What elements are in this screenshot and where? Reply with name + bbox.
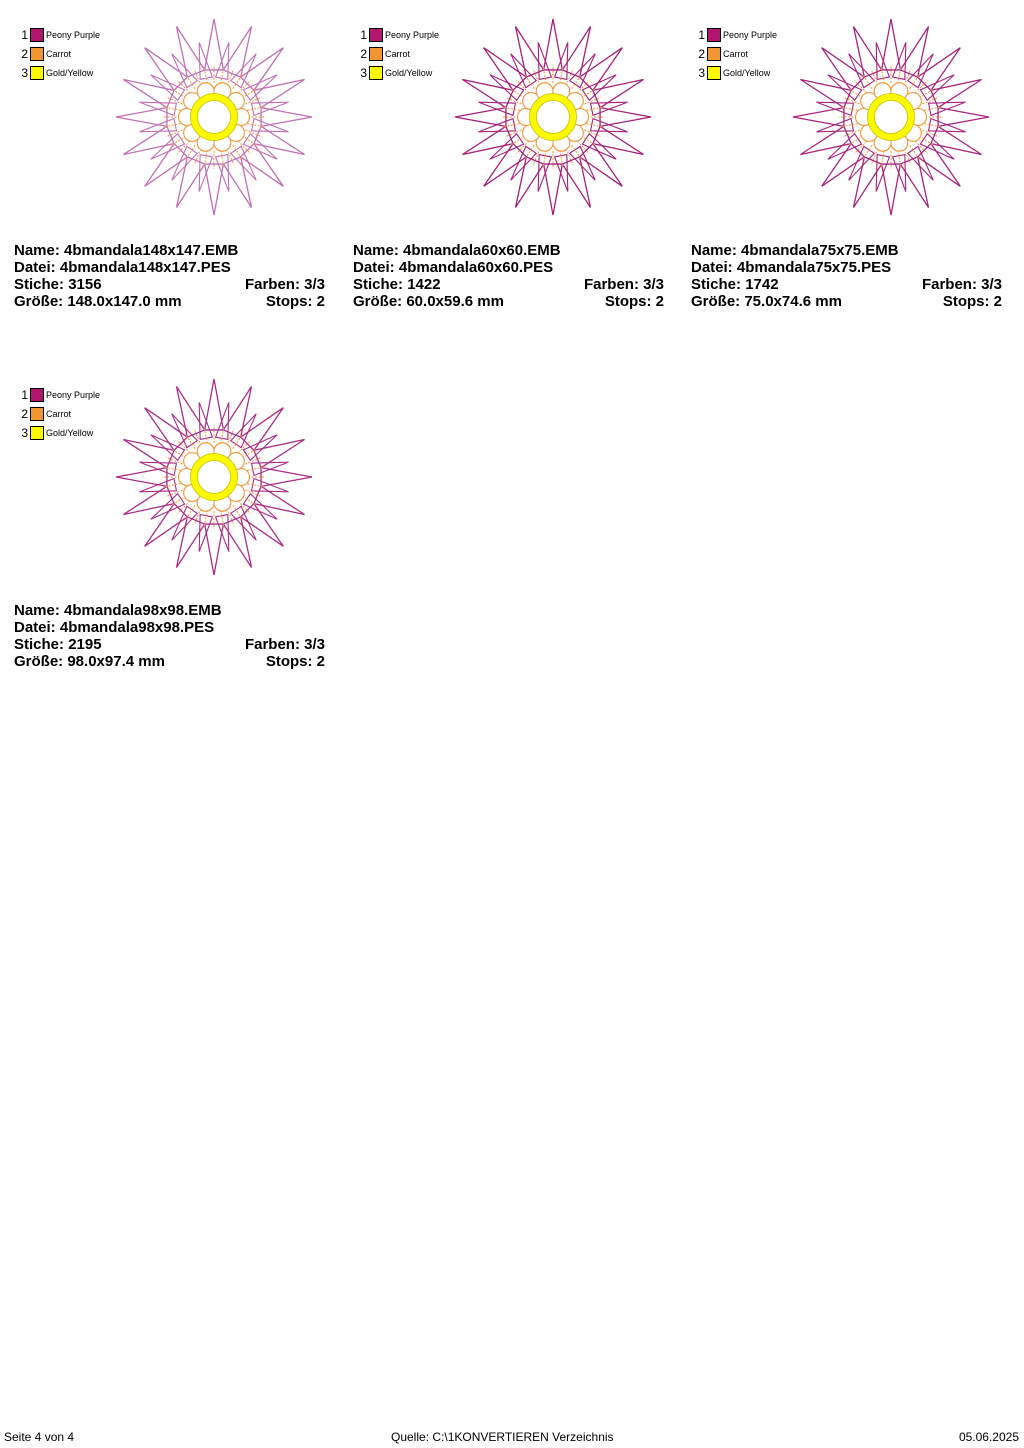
inner-petal (876, 42, 889, 79)
size-label: Größe: (691, 293, 741, 310)
inner-petal (908, 54, 933, 88)
inner-petal (570, 146, 595, 180)
inner-petal (243, 75, 277, 100)
orange-ray (204, 426, 208, 444)
thread-number: 1 (21, 388, 28, 402)
thread-name: Gold/Yellow (46, 428, 94, 438)
stitch-count: 2195 (68, 636, 102, 653)
orange-ray (543, 66, 547, 84)
outer-petal (261, 468, 312, 487)
file-label: Datei: (14, 259, 56, 276)
orange-ray (247, 124, 265, 128)
colors-label: Farben: (244, 636, 300, 653)
thread-name: Peony Purple (46, 390, 101, 400)
stops-label: Stops: (265, 293, 313, 310)
inner-petal (490, 134, 524, 159)
name-label: Name: (14, 242, 60, 259)
inner-petal (582, 134, 616, 159)
thread-name: Carrot (385, 49, 411, 59)
orange-ray (204, 510, 208, 528)
orange-ray (898, 66, 902, 84)
orange-ray (898, 150, 902, 168)
outer-petal (455, 108, 506, 127)
inner-petal (538, 155, 551, 192)
stitch-count: 1742 (745, 276, 779, 293)
inner-petal (172, 506, 197, 540)
stop-count: 2 (316, 653, 325, 670)
design-info (691, 242, 1002, 310)
inner-petal (231, 506, 256, 540)
inner-petal (920, 75, 954, 100)
stops-label: Stops: (942, 293, 990, 310)
design-size: 75.0x74.6 mm (744, 293, 842, 310)
outer-petal (205, 524, 224, 575)
outer-petal (793, 108, 844, 127)
thread-number: 1 (21, 28, 28, 42)
thread-name: Peony Purple (46, 30, 101, 40)
orange-ray (163, 107, 181, 111)
outer-petal (822, 144, 865, 187)
mandala-design-preview (114, 377, 314, 577)
inner-petal (908, 146, 933, 180)
inner-petal (231, 54, 256, 88)
thread-number: 3 (698, 66, 705, 80)
name-label: Name: (353, 242, 399, 259)
thread-number: 2 (21, 407, 28, 421)
outer-petal (544, 164, 563, 215)
outer-petal (241, 504, 284, 547)
thread-name: Carrot (46, 49, 72, 59)
inner-petal (828, 75, 862, 100)
inner-petal (849, 54, 874, 88)
outer-petal (241, 144, 284, 187)
outer-petal (822, 48, 865, 91)
stop-count: 2 (655, 293, 664, 310)
thread-color-swatch (369, 28, 383, 42)
inner-petal (199, 402, 212, 439)
thread-color-swatch (30, 47, 44, 61)
orange-ray (881, 150, 885, 168)
outer-petal (882, 19, 901, 70)
inner-petal (151, 435, 185, 460)
outer-petal (918, 48, 961, 91)
inner-petal (252, 119, 289, 132)
outer-petal (882, 164, 901, 215)
file-label: Datei: (14, 619, 56, 636)
thread-name: Carrot (46, 409, 72, 419)
orange-ray (247, 484, 265, 488)
orange-ray (560, 66, 564, 84)
footer-date: 05.06.2025 (958, 1430, 1019, 1444)
outer-petal (205, 19, 224, 70)
design-info (353, 242, 664, 310)
stops-label: Stops: (265, 653, 313, 670)
orange-ray (881, 66, 885, 84)
orange-ray (163, 484, 181, 488)
inner-petal (570, 54, 595, 88)
orange-ray (204, 66, 208, 84)
thread-color-swatch (30, 28, 44, 42)
outer-petal (205, 379, 224, 430)
outer-petal (241, 48, 284, 91)
inner-petal (151, 494, 185, 519)
design-card-1 (14, 0, 334, 335)
thread-color-swatch (30, 66, 44, 80)
footer-source-path: Quelle: C:\1KONVERTIEREN Verzeichnis (391, 1430, 614, 1444)
orange-ray (204, 150, 208, 168)
thread-color-swatch (30, 388, 44, 402)
thread-number: 3 (360, 66, 367, 80)
design-card-3 (691, 0, 1011, 335)
inner-petal (199, 515, 212, 552)
inner-petal (243, 134, 277, 159)
inner-petal (172, 54, 197, 88)
inner-petal (216, 42, 229, 79)
outer-petal (918, 144, 961, 187)
inner-petal (893, 42, 906, 79)
outer-petal (484, 48, 527, 91)
outer-petal (145, 144, 188, 187)
orange-ray (221, 510, 225, 528)
inner-petal (172, 414, 197, 448)
inner-petal (151, 134, 185, 159)
design-name: 4bmandala75x75.EMB (741, 242, 899, 259)
yellow-center-ring (194, 97, 234, 137)
outer-petal (205, 164, 224, 215)
outer-petal (544, 19, 563, 70)
thread-name: Gold/Yellow (723, 68, 771, 78)
colors-label: Farben: (583, 276, 639, 293)
stitches-label: Stiche: (14, 636, 65, 653)
inner-petal (139, 102, 176, 115)
thread-color-swatch (707, 28, 721, 42)
orange-ray (924, 124, 942, 128)
inner-petal (555, 42, 568, 79)
outer-petal (145, 408, 188, 451)
outer-petal (580, 144, 623, 187)
name-label: Name: (14, 602, 60, 619)
outer-petal (116, 108, 167, 127)
footer-page-number: Seite 4 von 4 (4, 1430, 75, 1444)
orange-ray (221, 426, 225, 444)
colors-label: Farben: (921, 276, 977, 293)
orange-ray (840, 107, 858, 111)
yellow-center-ring (533, 97, 573, 137)
yellow-center-ring (871, 97, 911, 137)
thread-color-swatch (707, 66, 721, 80)
stitches-label: Stiche: (691, 276, 742, 293)
stops-label: Stops: (604, 293, 652, 310)
design-file: 4bmandala75x75.PES (736, 259, 892, 276)
design-name: 4bmandala148x147.EMB (64, 242, 239, 259)
orange-ray (502, 107, 520, 111)
thread-number: 1 (698, 28, 705, 42)
design-file: 4bmandala98x98.PES (59, 619, 215, 636)
thread-number: 3 (21, 426, 28, 440)
inner-petal (216, 402, 229, 439)
inner-petal (876, 155, 889, 192)
outer-petal (600, 108, 651, 127)
size-label: Größe: (353, 293, 403, 310)
design-size: 98.0x97.4 mm (67, 653, 165, 670)
orange-ray (247, 107, 265, 111)
stop-count: 2 (316, 293, 325, 310)
thread-number: 3 (21, 66, 28, 80)
inner-petal (199, 42, 212, 79)
thread-name: Carrot (723, 49, 749, 59)
design-info (14, 602, 325, 670)
thread-number: 2 (21, 47, 28, 61)
design-file: 4bmandala148x147.PES (59, 259, 231, 276)
inner-petal (478, 102, 515, 115)
outer-petal (145, 504, 188, 547)
thread-color-swatch (30, 407, 44, 421)
inner-petal (582, 75, 616, 100)
outer-petal (938, 108, 989, 127)
stitches-label: Stiche: (353, 276, 404, 293)
inner-petal (139, 462, 176, 475)
size-label: Größe: (14, 653, 64, 670)
inner-petal (151, 75, 185, 100)
design-info (14, 242, 325, 310)
inner-petal (920, 134, 954, 159)
orange-ray (221, 150, 225, 168)
design-name: 4bmandala98x98.EMB (64, 602, 222, 619)
outer-petal (580, 48, 623, 91)
inner-petal (929, 119, 966, 132)
inner-petal (538, 42, 551, 79)
color-count: 3/3 (304, 636, 325, 653)
thread-number: 2 (360, 47, 367, 61)
design-name: 4bmandala60x60.EMB (403, 242, 561, 259)
stitch-count: 1422 (407, 276, 441, 293)
orange-ray (163, 124, 181, 128)
name-label: Name: (691, 242, 737, 259)
color-count: 3/3 (981, 276, 1002, 293)
inner-petal (231, 414, 256, 448)
mandala-design-preview (453, 17, 653, 217)
size-label: Größe: (14, 293, 64, 310)
orange-ray (840, 124, 858, 128)
thread-number: 1 (360, 28, 367, 42)
thread-number: 2 (698, 47, 705, 61)
design-size: 148.0x147.0 mm (67, 293, 182, 310)
file-label: Datei: (353, 259, 395, 276)
mandala-design-preview (791, 17, 991, 217)
mandala-design-preview (114, 17, 314, 217)
inner-petal (490, 75, 524, 100)
colors-label: Farben: (244, 276, 300, 293)
color-count: 3/3 (304, 276, 325, 293)
thread-name: Peony Purple (385, 30, 440, 40)
inner-petal (231, 146, 256, 180)
outer-petal (261, 108, 312, 127)
inner-petal (511, 146, 536, 180)
thread-name: Gold/Yellow (385, 68, 433, 78)
orange-ray (924, 107, 942, 111)
design-card-2 (353, 0, 673, 335)
outer-petal (484, 144, 527, 187)
design-file: 4bmandala60x60.PES (398, 259, 554, 276)
thread-color-swatch (369, 47, 383, 61)
inner-petal (849, 146, 874, 180)
thread-color-swatch (30, 426, 44, 440)
thread-name: Peony Purple (723, 30, 778, 40)
stop-count: 2 (993, 293, 1002, 310)
orange-ray (502, 124, 520, 128)
orange-ray (560, 150, 564, 168)
inner-petal (199, 155, 212, 192)
orange-ray (247, 467, 265, 471)
stitch-count: 3156 (68, 276, 102, 293)
inner-petal (816, 102, 853, 115)
outer-petal (241, 408, 284, 451)
orange-ray (221, 66, 225, 84)
thread-name: Gold/Yellow (46, 68, 94, 78)
inner-petal (243, 494, 277, 519)
design-size: 60.0x59.6 mm (406, 293, 504, 310)
orange-ray (543, 150, 547, 168)
color-count: 3/3 (643, 276, 664, 293)
inner-petal (243, 435, 277, 460)
inner-petal (252, 479, 289, 492)
file-label: Datei: (691, 259, 733, 276)
inner-petal (591, 119, 628, 132)
orange-ray (586, 107, 604, 111)
design-card-4 (14, 360, 334, 695)
thread-color-swatch (707, 47, 721, 61)
inner-petal (511, 54, 536, 88)
orange-ray (163, 467, 181, 471)
inner-petal (172, 146, 197, 180)
outer-petal (116, 468, 167, 487)
thread-color-swatch (369, 66, 383, 80)
outer-petal (145, 48, 188, 91)
yellow-center-ring (194, 457, 234, 497)
inner-petal (828, 134, 862, 159)
stitches-label: Stiche: (14, 276, 65, 293)
orange-ray (586, 124, 604, 128)
